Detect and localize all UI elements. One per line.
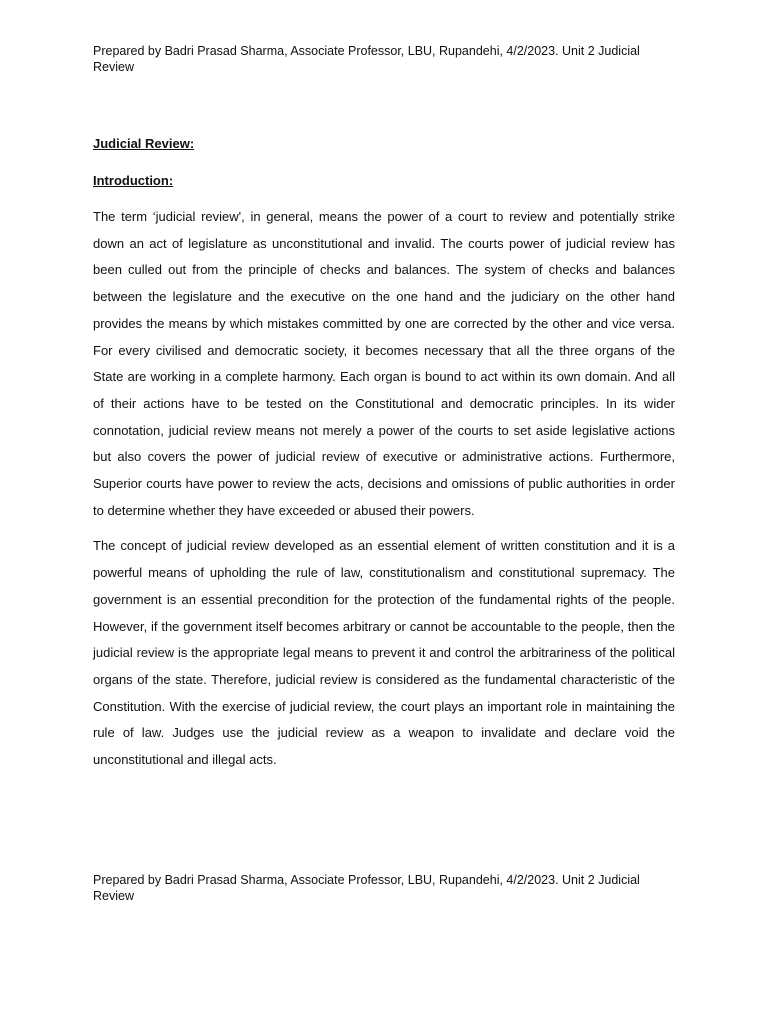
document-body bbox=[93, 135, 675, 783]
page-header: Prepared by Badri Prasad Sharma, Associate Professor, LBU, Rupandehi, 4/2/2023. Unit 2 Judicial Review bbox=[93, 44, 640, 74]
document-title: Judicial Review: bbox=[93, 136, 195, 151]
paragraph-2: The concept of judicial review developed as an essential element of written constitution and it is a powerful means of upholding the rule of law, constitutionalism and constitutional supremacy. The government is an essential precondition for the protection of the fundamental rights of the people. However, if the government itself becomes arbitrary or cannot be accountable to the people, then the judicial review is the appropriate legal means to prevent it and control the arbitrariness of the political organs of the state. Therefore, judicial review is considered as the fundamental characteristic of the Constitution. With the exercise of judicial review, the court plays an important role in maintaining the rule of law. Judges use the judicial review as a weapon to invalidate and declare void the unconstitutional and illegal acts. bbox=[93, 538, 675, 768]
paragraph-1: The term ‘judicial review', in general, means the power of a court to review and potentially strike down an act of legislature as unconstitutional and invalid. The courts power of judicial review has been culled out from the principle of checks and balances. The system of checks and balances between the legislature and the executive on the one hand and the judiciary on the other hand provides the means by which mistakes committed by one are corrected by the other and vice versa. For every civilised and democratic society, it becomes necessary that all the three organs of the State are working in a complete harmony. Each organ is bound to act within its own domain. And all of their actions have to be tested on the Constitutional and democratic principles. In its wider connotation, judicial review means not merely a power of the courts to set aside legislative actions but also covers the power of judicial review of executive or administrative actions. Furthermore, Superior courts have power to review the acts, decisions and omissions of public authorities in order to determine whether they have exceeded or abused their powers. bbox=[93, 209, 675, 518]
section-heading-introduction: Introduction: bbox=[93, 173, 174, 188]
page-footer: Prepared by Badri Prasad Sharma, Associate Professor, LBU, Rupandehi, 4/2/2023. Unit 2 Judicial Review bbox=[93, 873, 640, 903]
